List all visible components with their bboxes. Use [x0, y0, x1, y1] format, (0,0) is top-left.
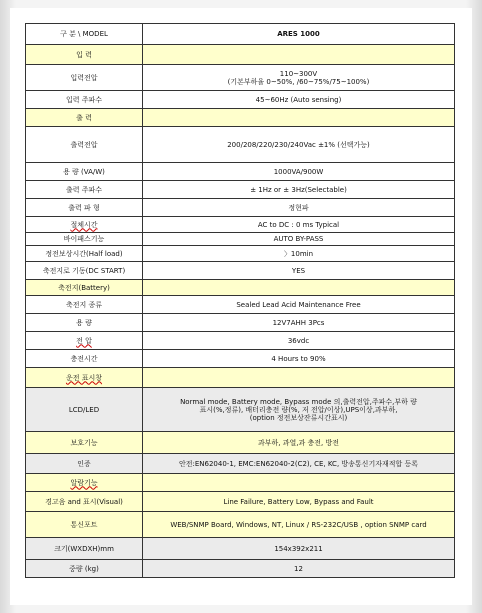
table-row [26, 492, 455, 512]
row-label-text: 입력 주파수 [65, 95, 103, 104]
row-label [26, 560, 143, 578]
document-page [10, 8, 472, 605]
row-label [26, 262, 143, 280]
header-label-cell: 구 분 \ MODEL [26, 24, 143, 45]
row-value: 200/208/220/230/240Vac ±1% (선택가능) [143, 127, 455, 163]
row-value [143, 368, 455, 388]
row-label-text: 출 력 [76, 113, 92, 122]
row-label-text: 알람기능 [70, 478, 98, 487]
table-row [26, 296, 455, 314]
row-label [26, 474, 143, 492]
table-row [26, 65, 455, 91]
table-row [26, 246, 455, 262]
row-label [26, 454, 143, 474]
row-label [26, 538, 143, 560]
table-row [26, 314, 455, 332]
table-row [26, 233, 455, 246]
row-value [143, 109, 455, 127]
row-label-text: 정전보상시간(Half load) [45, 249, 123, 258]
table-row [26, 199, 455, 217]
row-label [26, 296, 143, 314]
row-value: 과부하, 과열,과 충전, 방전 [143, 432, 455, 454]
row-label [26, 127, 143, 163]
row-label [26, 388, 143, 432]
row-label-text: 경고음 and 표시(Visual) [45, 497, 123, 506]
table-row [26, 368, 455, 388]
row-label-text: 전 압 [76, 336, 92, 345]
row-label-text: 축전지로 기동(DC START) [42, 266, 126, 275]
table-row [26, 181, 455, 199]
table-row [26, 560, 455, 578]
row-label [26, 65, 143, 91]
row-label [26, 199, 143, 217]
table-row [26, 127, 455, 163]
table-row [26, 538, 455, 560]
row-label [26, 246, 143, 262]
table-row [26, 388, 455, 432]
row-label [26, 492, 143, 512]
row-value: AC to DC : 0 ms Typical [143, 217, 455, 233]
row-label-text: 운전 표시창 [65, 373, 103, 382]
row-value [143, 474, 455, 492]
row-value: Sealed Lead Acid Maintenance Free [143, 296, 455, 314]
row-label-text: 축전지 종류 [65, 300, 103, 309]
row-label-text: 중량 (kg) [69, 564, 99, 573]
row-label [26, 217, 143, 233]
row-label [26, 512, 143, 538]
row-value [143, 280, 455, 296]
row-value: 1000VA/900W [143, 163, 455, 181]
row-label [26, 91, 143, 109]
row-label-text: 보호기능 [70, 438, 98, 447]
table-row [26, 350, 455, 368]
row-value: Line Failure, Battery Low, Bypass and Fault [143, 492, 455, 512]
row-label-text: 충전시간 [70, 354, 98, 363]
row-label [26, 314, 143, 332]
row-value: 110~300V (기본부하율 0~50%, /60~75%/75~100%) [143, 65, 455, 91]
row-label-text: 절체시간 [70, 220, 98, 229]
row-label-text: 인증 [77, 459, 91, 468]
row-label [26, 350, 143, 368]
row-value: 〉10min [143, 246, 455, 262]
row-label [26, 163, 143, 181]
row-value: 4 Hours to 90% [143, 350, 455, 368]
row-label-text: 용 량 [76, 318, 92, 327]
row-value [143, 45, 455, 65]
table-row [26, 332, 455, 350]
row-label [26, 432, 143, 454]
row-value: WEB/SNMP Board, Windows, NT, Linux / RS-232C/USB , option SNMP card [143, 512, 455, 538]
row-value: ± 1Hz or ± 3Hz(Selectable) [143, 181, 455, 199]
row-value: 정현파 [143, 199, 455, 217]
row-label-text: 출력 주파수 [65, 185, 103, 194]
row-label-text: 출력 파 형 [68, 203, 100, 212]
spec-table [25, 23, 455, 578]
row-label [26, 181, 143, 199]
row-label [26, 368, 143, 388]
row-label-text: LCD/LED [68, 405, 100, 414]
row-value: YES [143, 262, 455, 280]
row-value: AUTO BY-PASS [143, 233, 455, 246]
table-row [26, 454, 455, 474]
row-label [26, 280, 143, 296]
row-value: 안전:EN62040-1, EMC:EN62040-2(C2), CE, KC, 방송통신기자재적합 등록 [143, 454, 455, 474]
row-label-text: 축전지(Battery) [58, 283, 110, 292]
table-row [26, 163, 455, 181]
row-value: Normal mode, Battery mode, Bypass mode 의,출력전압,주파수,부하 량 표시(%,정류), 배터리충전 량(%, 저 전압/이상),UPS이상,과부하, (option 정전보상잔류시간표시) [143, 388, 455, 432]
row-label [26, 233, 143, 246]
row-value: 12 [143, 560, 455, 578]
table-row [26, 280, 455, 296]
table-row [26, 512, 455, 538]
table-row [26, 262, 455, 280]
row-value: 36vdc [143, 332, 455, 350]
row-label-text: 용 량 (VA/W) [63, 167, 105, 176]
row-label [26, 109, 143, 127]
row-value: 12V7AHH 3Pcs [143, 314, 455, 332]
table-row [26, 109, 455, 127]
table-row [26, 474, 455, 492]
table-row [26, 45, 455, 65]
row-label-text: 출력전압 [70, 140, 98, 149]
row-label-text: 입력전압 [70, 73, 98, 82]
row-value: 45~60Hz (Auto sensing) [143, 91, 455, 109]
header-model-cell: ARES 1000 [143, 24, 455, 45]
table-row [26, 432, 455, 454]
row-label [26, 45, 143, 65]
row-label [26, 332, 143, 350]
row-label-text: 크기(WXDXH)mm [54, 544, 114, 553]
row-label-text: 통신포트 [70, 520, 98, 529]
row-value: 154x392x211 [143, 538, 455, 560]
table-row [26, 217, 455, 233]
row-label-text: 바이패스기능 [63, 235, 105, 243]
table-header-row [26, 24, 455, 45]
row-label-text: 입 력 [76, 50, 92, 59]
table-row [26, 91, 455, 109]
